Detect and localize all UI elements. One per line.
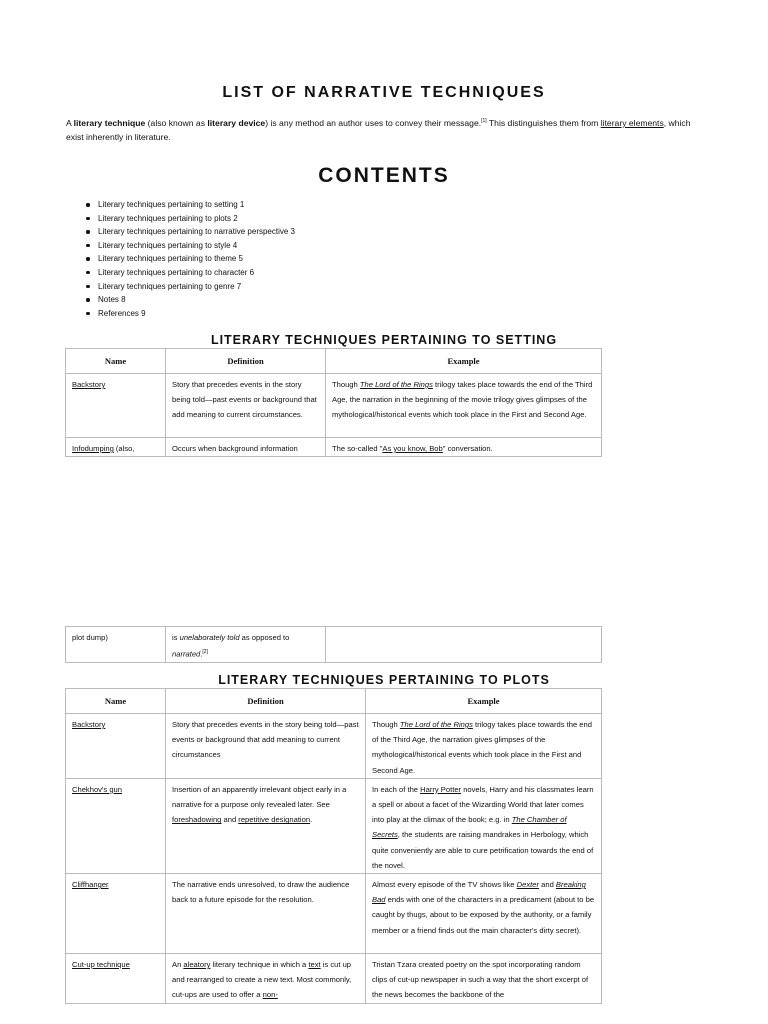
footnote-ref[interactable]: [2] — [202, 649, 208, 656]
plots-table — [65, 688, 602, 1004]
definition-text: . — [200, 649, 203, 659]
column-header: Example — [326, 349, 602, 374]
example-text: The so-called " — [332, 444, 383, 453]
toc-item[interactable]: Literary techniques pertaining to style 4 — [83, 239, 295, 253]
example-cell — [326, 374, 602, 438]
contents-heading: CONTENTS — [318, 164, 450, 187]
example-text: Though — [372, 720, 400, 729]
toc-item[interactable]: Literary techniques pertaining to genre 7 — [83, 280, 295, 294]
definition-cell — [166, 778, 366, 873]
example-text: In each of the — [372, 784, 421, 794]
definition-text: as opposed to — [239, 633, 290, 642]
table-header-row — [66, 689, 602, 714]
literary-elements-link[interactable]: literary elements — [600, 117, 664, 128]
text-link[interactable]: text — [308, 960, 321, 970]
repetitive-designation-link[interactable]: repetitive designation — [238, 815, 311, 825]
definition-cell: The narrative ends unresolved, to draw the audience back to a future episode for the resolution. — [166, 874, 366, 954]
definition-emphasis: unelaborately told — [179, 633, 240, 642]
setting-table-continued — [65, 626, 602, 663]
column-header: Definition — [166, 689, 366, 714]
term-link[interactable]: Backstory — [72, 720, 106, 729]
definition-text: is cut up and rearranged to create a new text. Most commonly, cut-ups are used to offer a — [172, 960, 352, 1000]
term-link[interactable]: Cut-up technique — [72, 960, 130, 970]
toc-item[interactable]: Literary techniques pertaining to setting 1 — [83, 198, 295, 212]
footnote-ref[interactable]: [1] — [481, 118, 487, 124]
definition-text: is — [172, 633, 180, 642]
foreshadowing-link[interactable]: foreshadowing — [172, 815, 222, 825]
term-link[interactable]: Infodumping — [72, 444, 114, 453]
example-cell — [326, 627, 602, 663]
intro-text: ) is any method an author uses to convey their message. — [265, 117, 482, 128]
toc-item[interactable]: Notes 8 — [83, 293, 295, 307]
intro-text: A — [66, 117, 74, 128]
table-row — [66, 778, 602, 873]
page-title: LIST OF NARRATIVE TECHNIQUES — [222, 84, 546, 101]
setting-section-heading: LITERARY TECHNIQUES PERTAINING TO SETTING — [210, 333, 558, 347]
example-cell — [366, 714, 602, 779]
aleatory-link[interactable]: aleatory — [183, 960, 211, 970]
definition-text: . — [310, 815, 313, 825]
table-row — [66, 374, 602, 438]
term-cell — [66, 374, 166, 438]
intro-text: This distinguishes them from — [486, 117, 601, 128]
definition-cell: Story that precedes events in the story being told—past events or background that add meaning to current circumstances — [166, 714, 366, 779]
intro-term: literary technique — [73, 117, 146, 128]
toc-item[interactable]: Literary techniques pertaining to character 6 — [83, 266, 295, 280]
intro-text: , which exist inherently in literature. — [66, 117, 691, 142]
example-link[interactable]: As you know, Bob — [382, 444, 443, 453]
example-text: trilogy takes place towards the end of the Third Age, the narration gives glimpses of the mythological/historical events which took place in the First and Second Age. — [372, 720, 592, 775]
example-text: Almost every episode of the TV shows like — [372, 880, 517, 890]
toc-item[interactable]: Literary techniques pertaining to narrative perspective 3 — [83, 225, 295, 239]
example-cell — [326, 438, 602, 457]
term-cell — [66, 714, 166, 779]
example-text: and — [539, 880, 556, 890]
table-row — [66, 954, 602, 1004]
example-text: " conversation. — [442, 444, 493, 453]
example-cell: Tristan Tzara created poetry on the spot incorporating random clips of cut-up newspaper in such a way that the short excerpt of the news becomes the backbone of the — [366, 954, 602, 1004]
example-text: Though — [332, 380, 360, 389]
definition-text: and — [221, 815, 239, 825]
toc-item[interactable]: Literary techniques pertaining to theme 5 — [83, 252, 295, 266]
work-title-link[interactable]: Dexter — [516, 880, 540, 890]
term-cell — [66, 954, 166, 1004]
term-link[interactable]: Chekhov's gun — [72, 784, 122, 794]
work-title-link[interactable]: The Lord of the Rings — [359, 380, 433, 389]
table-row — [66, 627, 602, 663]
example-cell — [366, 874, 602, 954]
term-text: (also, — [113, 444, 135, 453]
intro-paragraph — [66, 114, 706, 144]
table-row — [66, 438, 602, 457]
term-cell — [66, 778, 166, 873]
definition-text: literary technique in which a — [210, 960, 309, 970]
work-title-link[interactable]: Breaking Bad — [372, 880, 586, 905]
table-header-row — [66, 349, 602, 374]
column-header: Name — [66, 349, 166, 374]
table-row — [66, 714, 602, 779]
term-link[interactable]: Backstory — [72, 380, 106, 389]
term-cell — [66, 438, 166, 457]
intro-term: literary device — [207, 117, 266, 128]
example-cell — [366, 778, 602, 873]
plots-section-heading: LITERARY TECHNIQUES PERTAINING TO PLOTS — [218, 673, 550, 687]
column-header: Name — [66, 689, 166, 714]
non-link[interactable]: non- — [262, 990, 278, 1000]
definition-cell — [166, 954, 366, 1004]
work-title-link[interactable]: The Lord of the Rings — [399, 720, 473, 729]
term-link[interactable]: Cliffhanger — [72, 880, 109, 890]
harry-potter-link[interactable]: Harry Potter — [420, 784, 462, 794]
table-of-contents — [83, 198, 295, 320]
column-header: Example — [366, 689, 602, 714]
definition-cell — [166, 627, 326, 663]
definition-cell: Occurs when background information — [166, 438, 326, 457]
intro-text: (also known as — [145, 117, 208, 128]
definition-text: Insertion of an apparently irrelevant object early in a narrative for a purpose only revealed later. See — [172, 784, 347, 810]
definition-text: An — [172, 960, 184, 970]
term-cell — [66, 874, 166, 954]
setting-table — [65, 348, 602, 457]
work-title-link[interactable]: The Chamber of Secrets — [372, 815, 567, 840]
definition-cell: Story that precedes events in the story being told—past events or background that add meaning to current circumstances. — [166, 374, 326, 438]
definition-emphasis: narrated — [172, 649, 201, 659]
column-header: Definition — [166, 349, 326, 374]
example-text: ends with one of the characters in a predicament (about to be caught by thugs, about to be exposed by the authority, or a family member or a friend finds out the main character's dirty secret). — [372, 895, 595, 935]
example-text: novels, Harry and his classmates learn a spell or about a facet of the Wizarding World that later comes into play at the climax of the book; e.g. in — [372, 784, 594, 825]
example-text: , the students are raising mandrakes in Herbology, which quite conveniently are able to cure petrification towards the end of the novel. — [372, 830, 594, 870]
term-cell: plot dump) — [66, 627, 166, 663]
example-text: trilogy takes place towards the end of the Third Age, the narration in the beginning of the movie trilogy gives glimpses of the mythological/historical events which took place in the First and Second Age. — [332, 380, 593, 420]
table-row — [66, 874, 602, 954]
toc-item[interactable]: References 9 — [83, 307, 295, 321]
toc-item[interactable]: Literary techniques pertaining to plots 2 — [83, 212, 295, 226]
